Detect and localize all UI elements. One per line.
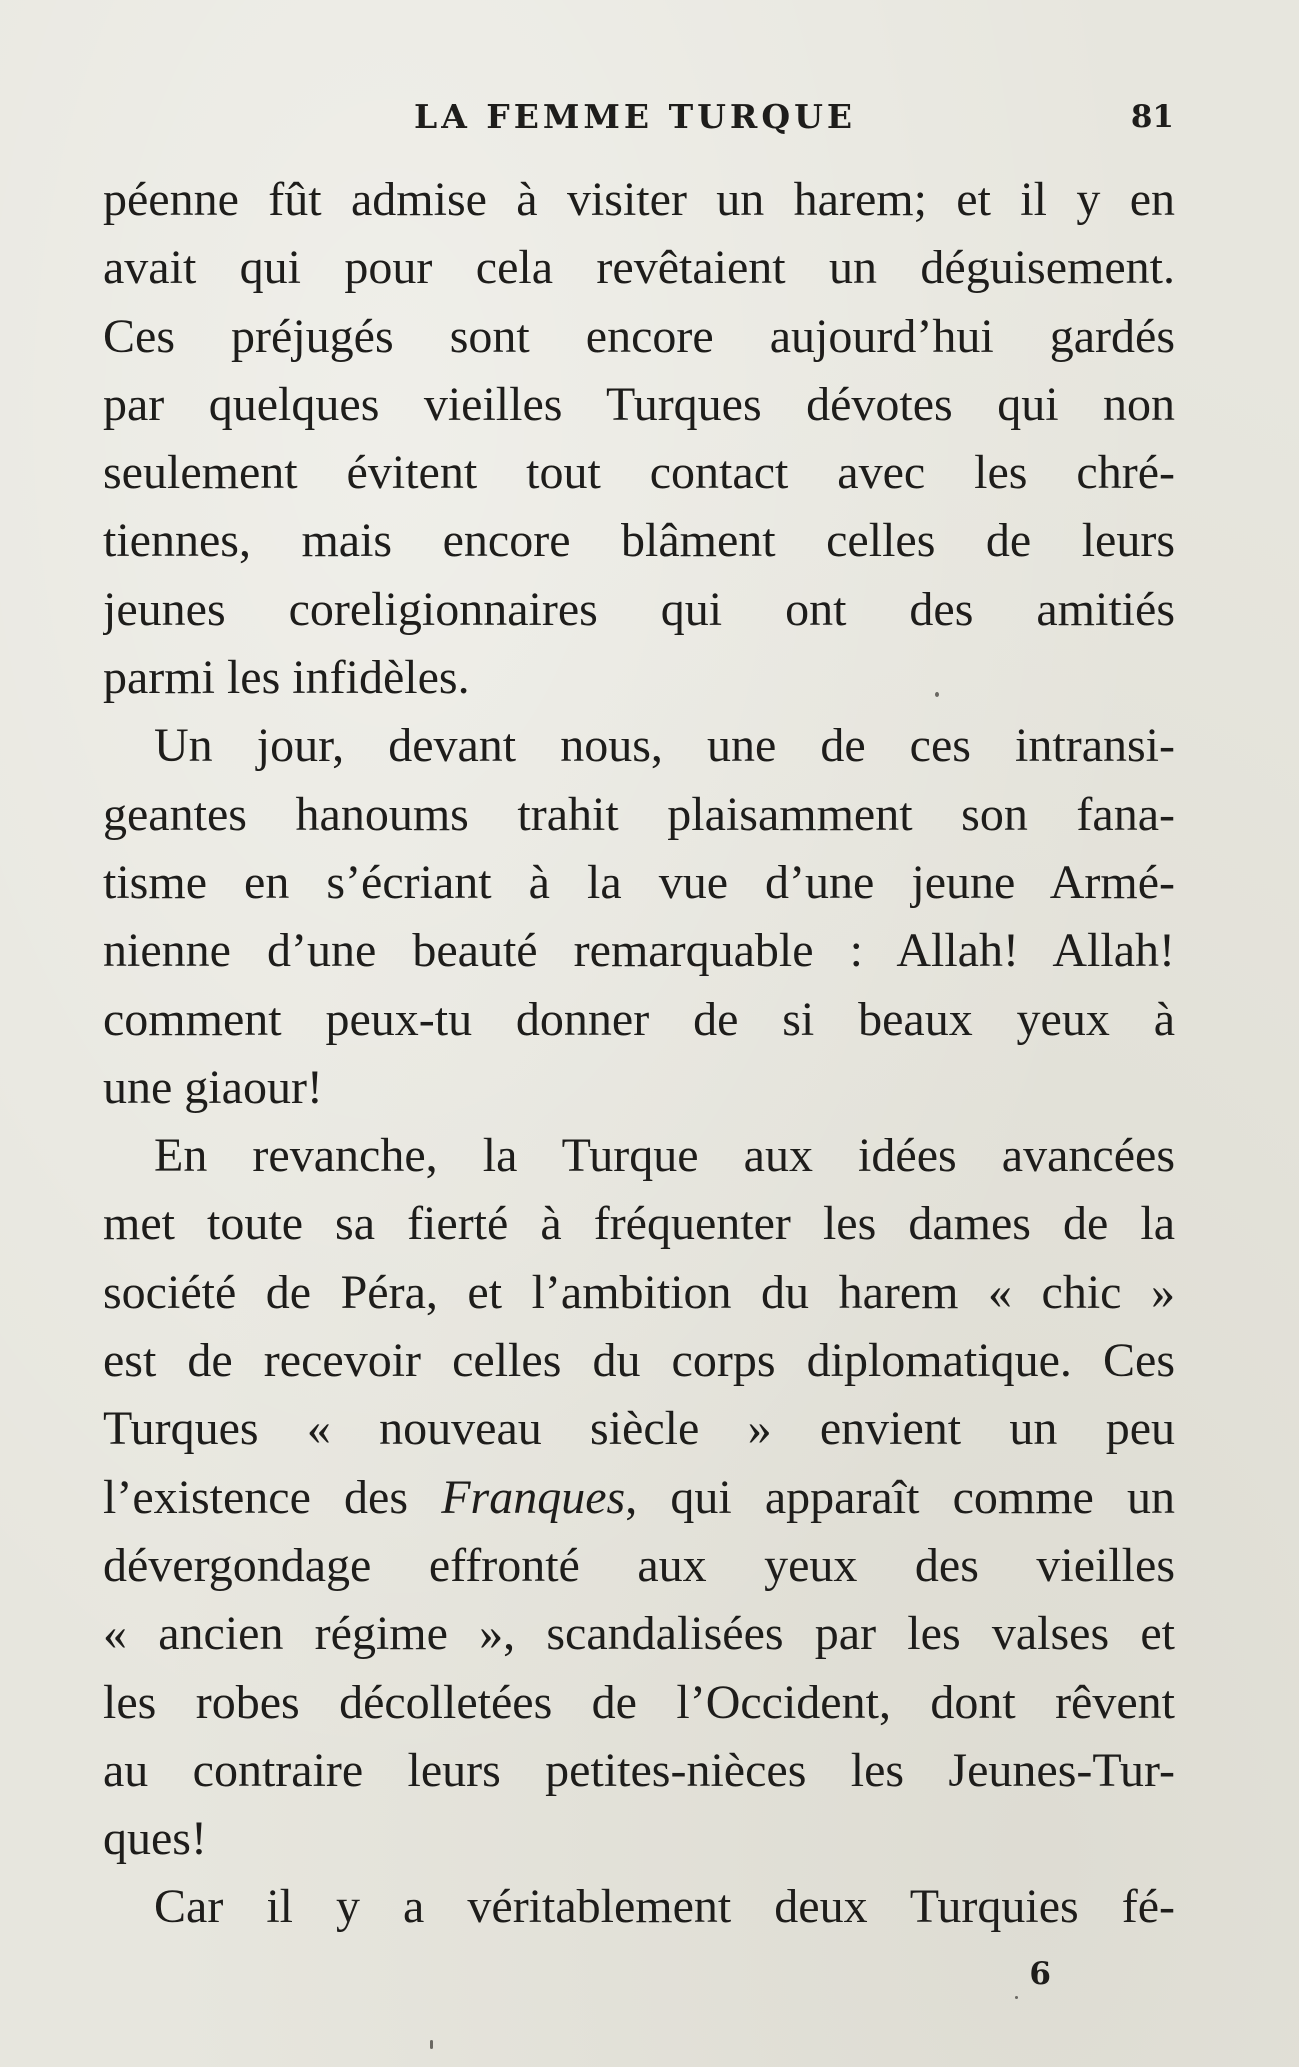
text-line: En revanche, la Turque aux idées avancées: [154, 1129, 1175, 1183]
text-line: société de Péra, et l’ambition du harem « chic »: [103, 1265, 1175, 1319]
paper-speck: [430, 2040, 433, 2049]
text-line: au contraire leurs petites-nièces les Jeunes-Tur-: [103, 1743, 1175, 1797]
text-line: Turques « nouveau siècle » envient un peu: [103, 1402, 1175, 1456]
page-number: 81: [1130, 99, 1174, 135]
italic-word: Franques: [441, 1470, 626, 1524]
running-head: [104, 92, 1174, 142]
text-line: jeunes coreligionnaires qui ont des amitiés: [103, 582, 1175, 636]
text-line: Car il y a véritablement deux Turquies fé-: [154, 1880, 1175, 1934]
text-line: l’existence des Franques, qui apparaît comme un: [103, 1470, 1175, 1524]
text-line: ques!: [103, 1812, 207, 1866]
running-title: LA FEMME TURQUE: [414, 97, 857, 136]
text-line: avait qui pour cela revêtaient un déguisement.: [103, 241, 1175, 295]
text-line: nienne d’une beauté remarquable : Allah! Allah!: [103, 924, 1175, 978]
text-line: dévergondage effronté aux yeux des vieilles: [103, 1538, 1175, 1592]
text-line: tiennes, mais encore blâment celles de leurs: [103, 514, 1175, 568]
text-line: « ancien régime », scandalisées par les valses et: [103, 1607, 1175, 1661]
text-line: met toute sa fierté à fréquenter les dames de la: [103, 1197, 1175, 1251]
text-line: par quelques vieilles Turques dévotes qui non: [103, 377, 1175, 431]
signature-mark: 6: [1029, 1956, 1051, 1992]
text-line: seulement évitent tout contact avec les chré-: [103, 446, 1175, 500]
text-line: les robes décolletées de l’Occident, dont rêvent: [103, 1675, 1175, 1729]
text-line: est de recevoir celles du corps diplomatique. Ces: [103, 1334, 1175, 1388]
text-line: parmi les infidèles.: [103, 651, 470, 705]
text-line: Ces préjugés sont encore aujourd’hui gardés: [103, 309, 1175, 363]
text-line: geantes hanoums trahit plaisamment son fana-: [103, 787, 1175, 841]
text-line: tisme en s’écriant à la vue d’une jeune Armé-: [103, 855, 1175, 909]
text-line: une giaour!: [103, 1060, 323, 1114]
paper-speck: [935, 692, 939, 697]
body-text: [103, 166, 1175, 1942]
text-line: péenne fût admise à visiter un harem; et il y en: [103, 173, 1175, 226]
text-line: comment peux-tu donner de si beaux yeux à: [103, 992, 1175, 1046]
text-line: Un jour, devant nous, une de ces intransi-: [154, 719, 1175, 773]
paper-speck: [1015, 1996, 1018, 1999]
